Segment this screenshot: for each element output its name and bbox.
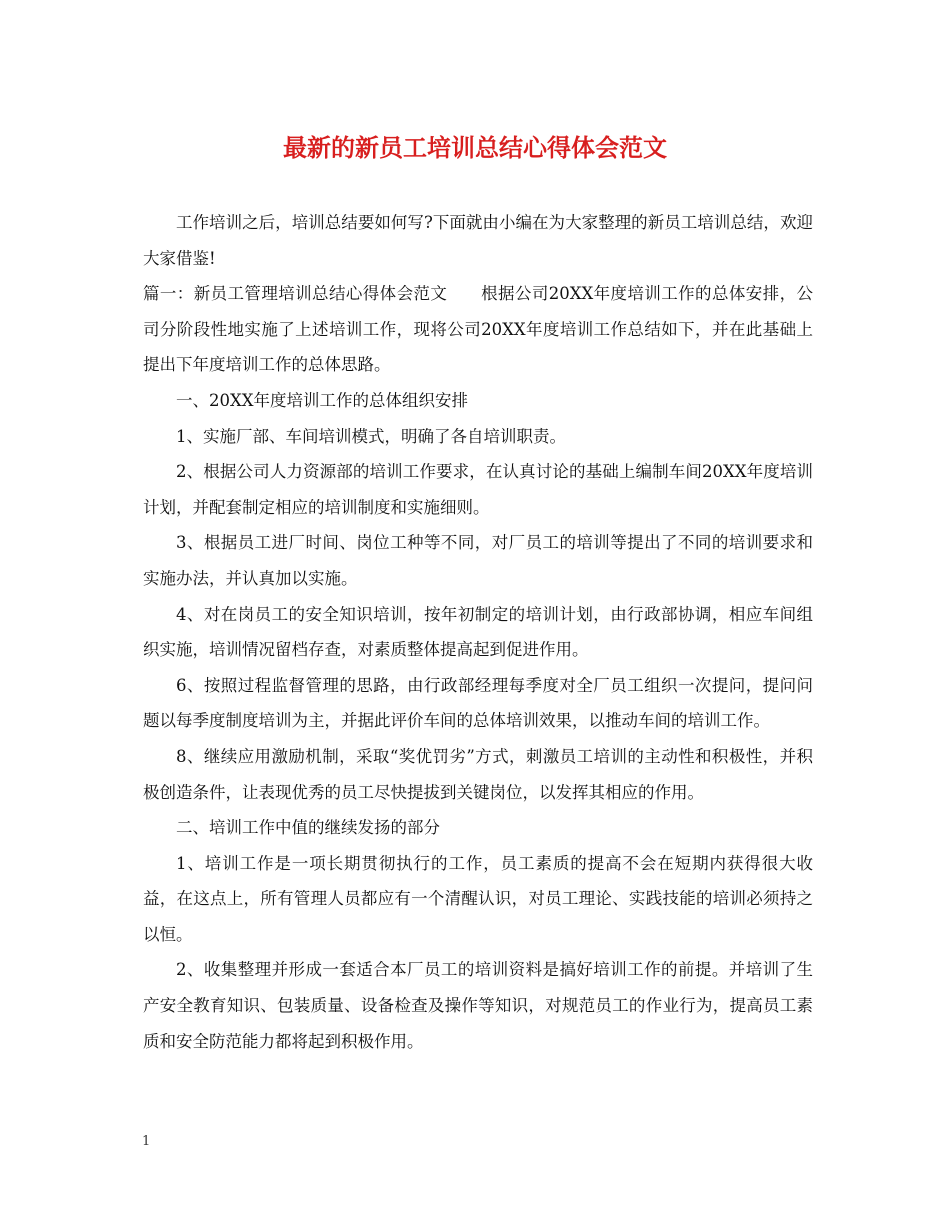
paragraph-part-one-opening: 篇一：新员工管理培训总结心得体会范文 根据公司20XX年度培训工作的总体安排，公司分阶段性地实施了上述培训工作，现将公司20XX年度培训工作总结如下，并在此基础上提出下年度培训工作的总体思路。 <box>143 284 813 375</box>
paragraph-item-3: 3、根据员工进厂时间、岗位工种等不同，对厂员工的培训等提出了不同的培训要求和实施办法，并认真加以实施。 <box>143 533 813 588</box>
document-body <box>143 205 813 1059</box>
paragraph-item-2: 2、根据公司人力资源部的培训工作要求，在认真讨论的基础上编制车间20XX年度培训计划，并配套制定相应的培训制度和实施细则。 <box>143 462 813 517</box>
section-heading-two: 二、培训工作中值的继续发扬的部分 <box>176 818 440 838</box>
paragraph-section-two-item-1: 1、培训工作是一项长期贯彻执行的工作，员工素质的提高不会在短期内获得很大收益，在这点上，所有管理人员都应有一个清醒认识，对员工理论、实践技能的培训必须持之以恒。 <box>143 853 813 944</box>
paragraph-item-1: 1、实施厂部、车间培训模式，明确了各自培训职责。 <box>176 426 566 446</box>
paragraph-item-6: 6、按照过程监督管理的思路，由行政部经理每季度对全厂员工组织一次提问，提问问题以每季度制度培训为主，并据此评价车间的总体培训效果，以推动车间的培训工作。 <box>143 675 813 731</box>
page-title: 最新的新员工培训总结心得体会范文 <box>283 134 667 162</box>
paragraph-item-4: 4、对在岗员工的安全知识培训，按年初制定的培训计划，由行政部协调，相应车间组织实施，培训情况留档存查，对素质整体提高起到促进作用。 <box>143 604 813 660</box>
section-heading-one: 一、20XX年度培训工作的总体组织安排 <box>176 390 468 410</box>
paragraph-intro: 工作培训之后，培训总结要如何写?下面就由小编在为大家整理的新员工培训总结，欢迎大家借鉴! <box>143 213 813 268</box>
page-number: 1 <box>142 1134 151 1149</box>
paragraph-item-8: 8、继续应用激励机制，采取“奖优罚劣”方式，刺激员工培训的主动性和积极性，并积极创造条件，让表现优秀的员工尽快提拔到关键岗位，以发挥其相应的作用。 <box>143 746 813 802</box>
paragraph-section-two-item-2: 2、收集整理并形成一套适合本厂员工的培训资料是搞好培训工作的前提。并培训了生产安全教育知识、包装质量、设备检查及操作等知识，对规范员工的作业行为，提高员工素质和安全防范能力都将起到积极作用。 <box>143 960 813 1051</box>
